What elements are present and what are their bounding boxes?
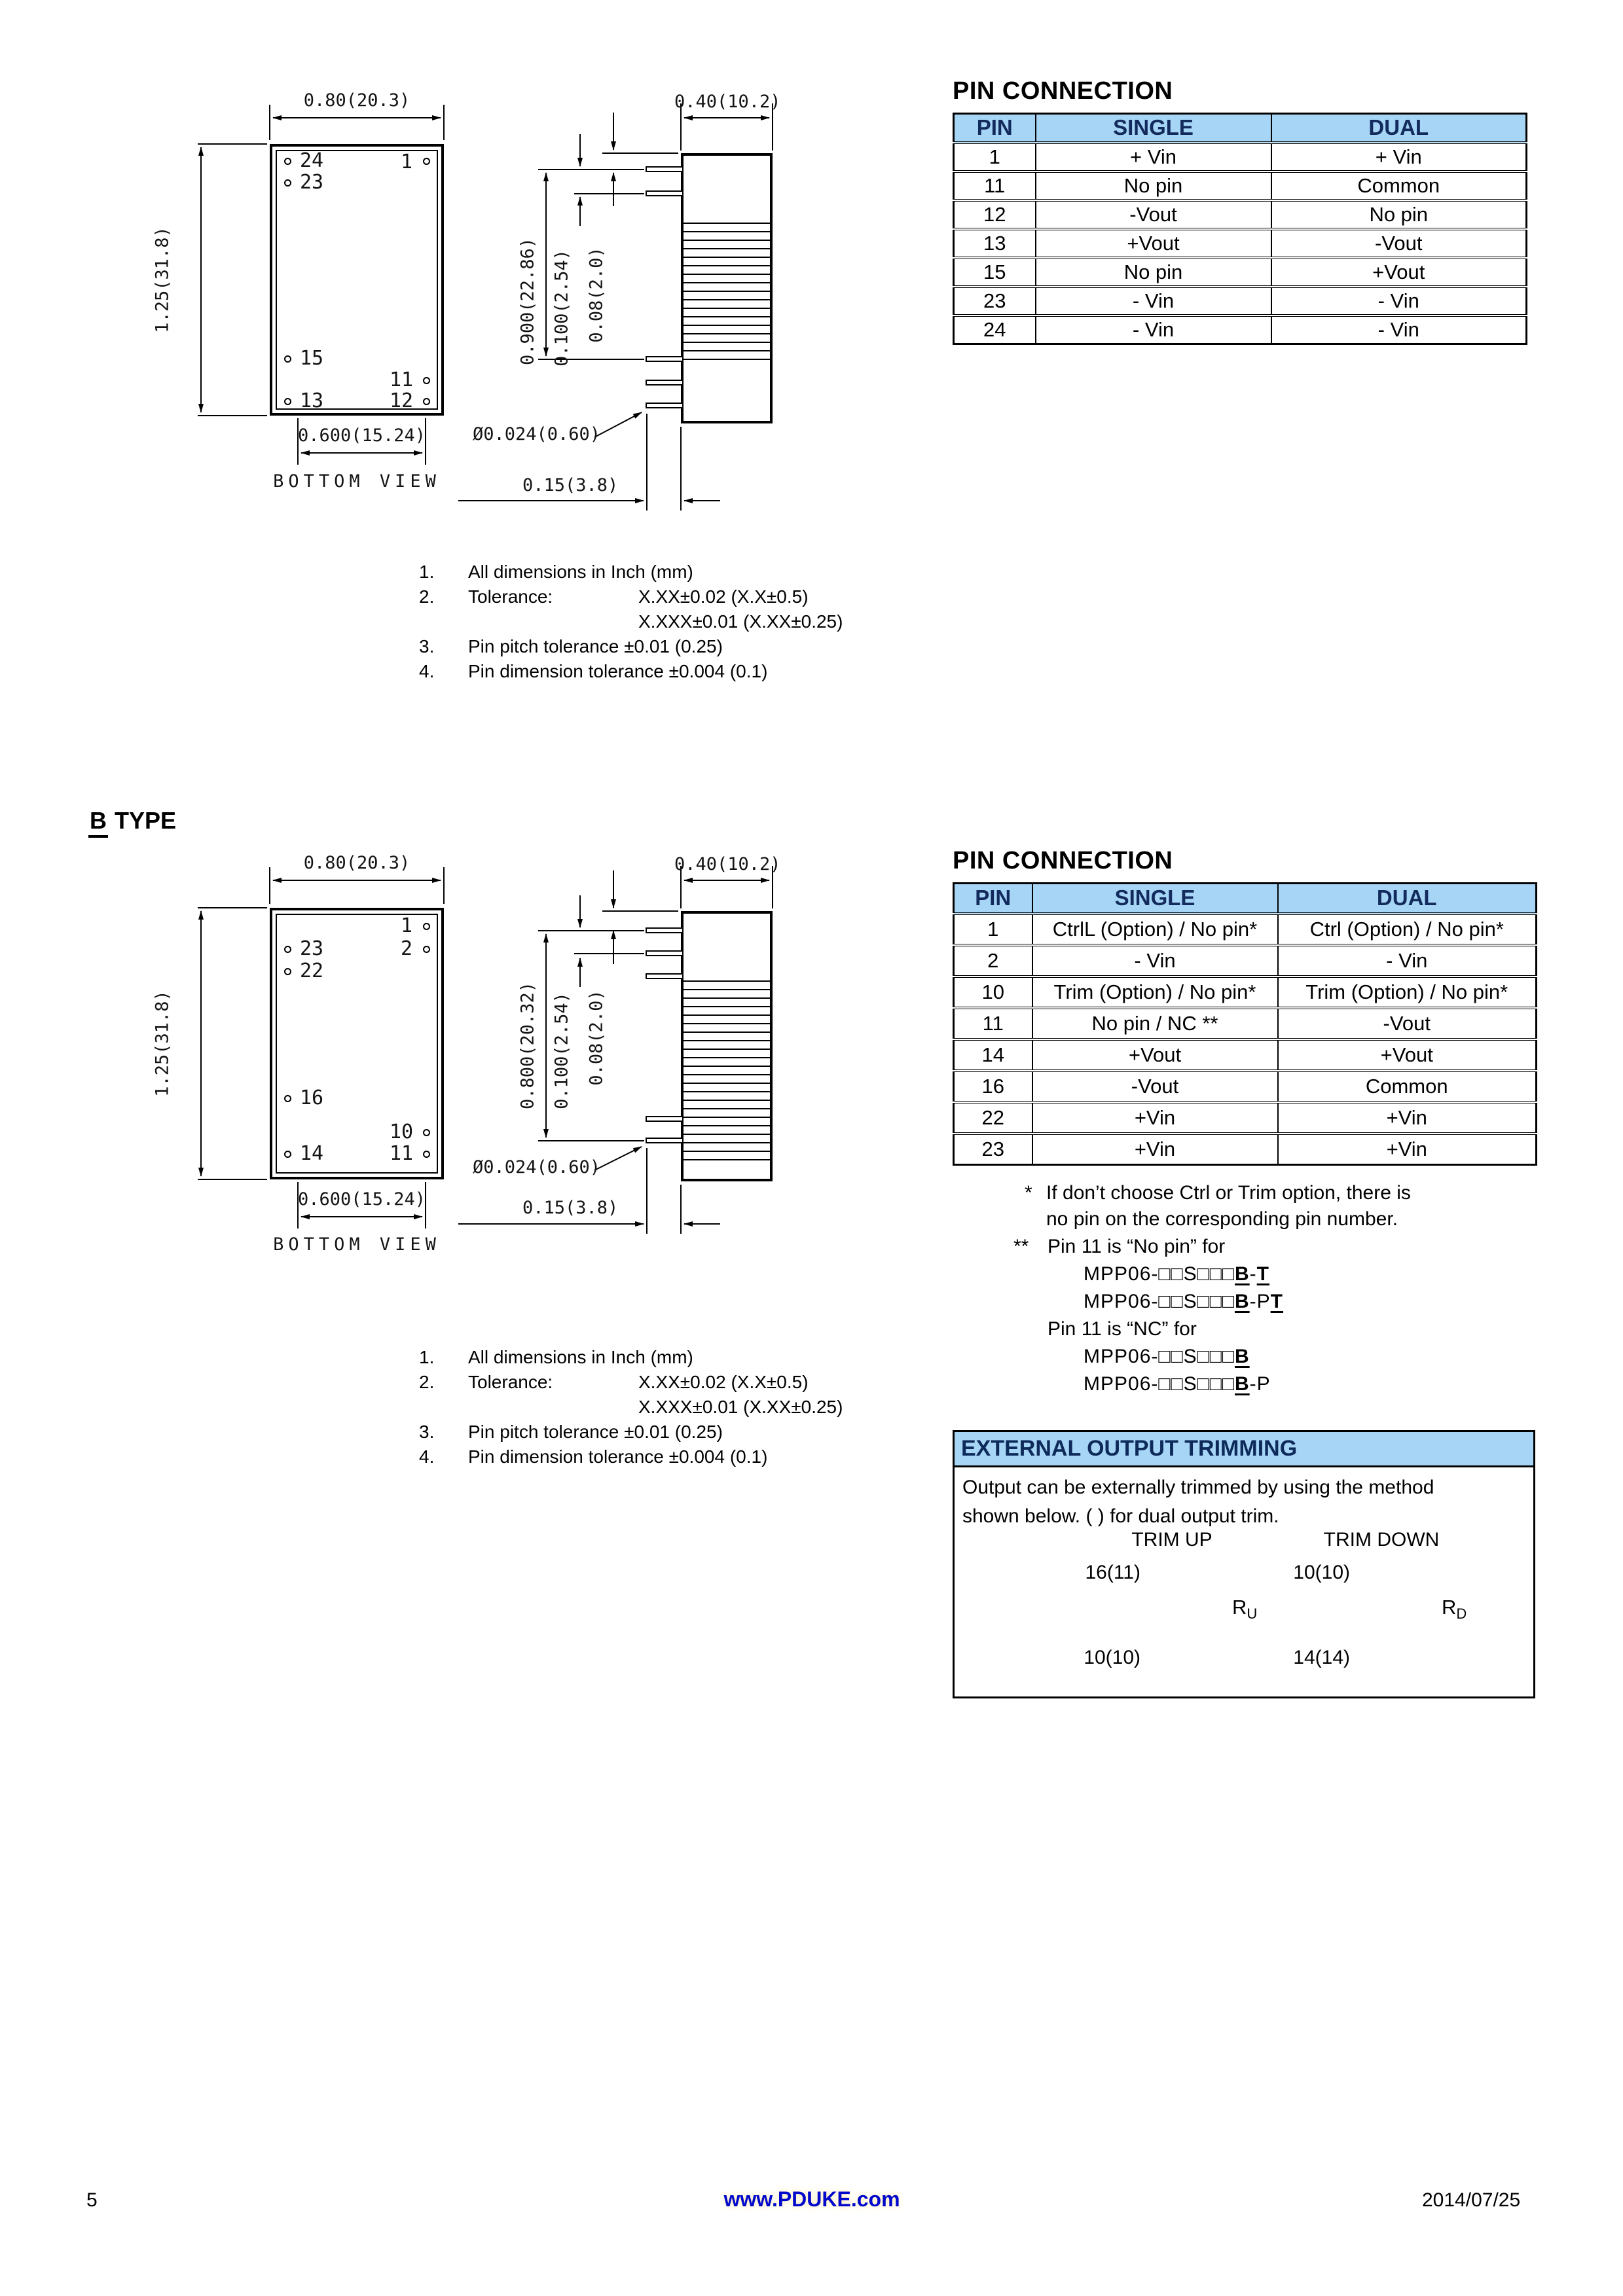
note-text: Tolerance: [468, 1372, 553, 1392]
pin-hole [284, 968, 291, 975]
bottom-view-caption-b: BOTTOM VIEW [273, 1234, 441, 1255]
cell-dual: - Vin [1271, 315, 1527, 344]
model-code-b: B [1234, 1291, 1250, 1312]
side-pin [646, 380, 682, 386]
cell-pin: 11 [954, 1008, 1032, 1039]
table-row [954, 1039, 1537, 1071]
pin-connection-table-a [953, 113, 1527, 345]
side-pin [646, 190, 682, 196]
model-code [1084, 1373, 1271, 1395]
b-type-heading [88, 807, 176, 834]
col-header-pin: PIN [954, 114, 1036, 143]
dim-pitch-a: 0.600(15.24) [297, 425, 426, 446]
cell-pin: 13 [954, 229, 1036, 258]
dim-width-b: 0.80(20.3) [303, 853, 410, 873]
website-link[interactable]: www.PDUKE.com [723, 2187, 900, 2211]
resistor-letter: R [1442, 1596, 1457, 1619]
trimming-body-line1: Output can be externally trimmed by using the method [962, 1477, 1434, 1498]
cell-pin: 12 [954, 200, 1036, 229]
cell-pin: 14 [954, 1039, 1032, 1071]
pin-label-16: 16 [300, 1086, 324, 1109]
cell-dual: -Vout [1271, 229, 1527, 258]
dim-width-a: 0.80(20.3) [303, 90, 410, 111]
dim-height-a: 1.25(31.8) [152, 226, 173, 333]
side-pin [646, 403, 682, 408]
note-text: Pin dimension tolerance ±0.004 (0.1) [468, 661, 768, 681]
pin-hole [284, 1095, 291, 1102]
cell-single: No pin [1036, 258, 1271, 287]
pin-hole [284, 355, 291, 363]
table-row [954, 1134, 1537, 1165]
cell-single: Trim (Option) / No pin* [1032, 977, 1278, 1008]
cell-single: - Vin [1036, 287, 1271, 315]
cell-single: - Vin [1036, 315, 1271, 344]
trim-down-bottom-pin: 14(14) [1293, 1647, 1350, 1668]
side-pin [646, 166, 682, 172]
table-row [954, 977, 1537, 1008]
side-pin [646, 927, 682, 933]
pin-label-22: 22 [300, 960, 324, 982]
pin-hole [423, 377, 430, 384]
pin-hole [423, 1151, 430, 1158]
table-header-row [954, 884, 1537, 914]
dim-pin-length-b: 0.15(3.8) [522, 1198, 619, 1218]
side-pin [646, 1116, 682, 1122]
model-code-mid: - [1249, 1263, 1257, 1285]
pin-hole [284, 398, 291, 405]
footnote-star-symbol: * [1025, 1182, 1032, 1204]
side-pin [646, 973, 682, 979]
cell-dual: - Vin [1271, 287, 1527, 315]
note-number: 4. [419, 1446, 435, 1467]
cell-dual: -Vout [1278, 1008, 1537, 1039]
pin-label-11: 11 [390, 1142, 414, 1165]
cell-pin: 23 [954, 287, 1036, 315]
pin-hole [284, 158, 291, 165]
note-text: All dimensions in Inch (mm) [468, 562, 693, 582]
cell-dual: +Vin [1278, 1134, 1537, 1165]
trim-up-top-pin: 16(11) [1085, 1562, 1140, 1583]
note-text: X.XX±0.02 (X.X±0.5) [638, 1372, 809, 1392]
table-row [954, 914, 1537, 945]
dim-side-height-b: 0.800(20.32) [517, 981, 538, 1110]
side-view-body-a [681, 153, 773, 423]
cell-pin: 23 [954, 1134, 1032, 1165]
pin-label-13: 13 [300, 389, 324, 412]
cell-pin: 11 [954, 171, 1036, 200]
note-text: Pin pitch tolerance ±0.01 (0.25) [468, 636, 723, 656]
cell-pin: 10 [954, 977, 1032, 1008]
note-number: 2. [419, 586, 435, 607]
cell-single: +Vout [1032, 1039, 1278, 1071]
cell-single: + Vin [1036, 143, 1271, 171]
dim-side-width-a: 0.40(10.2) [674, 92, 781, 112]
cell-dual: Trim (Option) / No pin* [1278, 977, 1537, 1008]
resistor-subscript: D [1456, 1605, 1467, 1623]
pin-label-15: 15 [300, 347, 324, 370]
pin-label-23: 23 [300, 937, 324, 960]
pin-hole [423, 923, 430, 930]
table-row [954, 945, 1537, 977]
cell-pin: 16 [954, 1071, 1032, 1102]
model-code-mid: -P [1249, 1291, 1271, 1312]
footer-date: 2014/07/25 [1422, 2189, 1521, 2211]
pin-hole [284, 946, 291, 953]
resistor-label-rd [1442, 1596, 1467, 1623]
dim-side-pitch-a: 0.100(2.54) [551, 249, 572, 367]
table-row [954, 1102, 1537, 1134]
col-header-single: SINGLE [1032, 884, 1278, 914]
cell-single: -Vout [1032, 1071, 1278, 1102]
pin-hole [423, 398, 430, 405]
model-code-b: B [1234, 1373, 1250, 1395]
trim-down-label: TRIM DOWN [1323, 1529, 1440, 1551]
pin-label-12: 12 [390, 389, 414, 412]
external-output-trimming-title: EXTERNAL OUTPUT TRIMMING [955, 1432, 1533, 1467]
footnote-dstar-symbol: ** [1013, 1236, 1029, 1257]
pin-label-11: 11 [390, 368, 414, 391]
cell-dual: +Vin [1278, 1102, 1537, 1134]
note-text: Tolerance: [468, 586, 553, 607]
footnote-star-line1: If don’t choose Ctrl or Trim option, there is [1046, 1182, 1411, 1204]
pin-label-23: 23 [300, 171, 324, 194]
model-code-base: MPP06-□□S□□□ [1084, 1263, 1235, 1285]
pin-hole [284, 1151, 291, 1158]
cell-dual: + Vin [1271, 143, 1527, 171]
external-output-trimming-box [953, 1430, 1535, 1698]
model-code-b: B [1234, 1263, 1250, 1285]
pin-hole [423, 1129, 430, 1136]
cell-single: - Vin [1032, 945, 1278, 977]
footnote-star-line2: no pin on the corresponding pin number. [1046, 1208, 1398, 1230]
table-row [954, 1008, 1537, 1039]
cell-single: +Vin [1032, 1134, 1278, 1165]
model-code [1084, 1263, 1269, 1285]
heatsink-fins-a [684, 223, 770, 363]
table-row [954, 229, 1527, 258]
dim-pin-length-a: 0.15(3.8) [522, 475, 619, 495]
heatsink-fins-b [684, 980, 770, 1166]
cell-pin: 22 [954, 1102, 1032, 1134]
cell-dual: Common [1271, 171, 1527, 200]
model-code-t: T [1270, 1291, 1283, 1312]
pin-label-10: 10 [390, 1121, 414, 1143]
footnote-nc-text: Pin 11 is “NC” for [1048, 1318, 1197, 1340]
side-pin [646, 950, 682, 956]
dim-side-width-b: 0.40(10.2) [674, 854, 781, 874]
col-header-dual: DUAL [1271, 114, 1527, 143]
table-row [954, 143, 1527, 171]
dim-side-offset-b: 0.08(2.0) [586, 990, 607, 1086]
dim-pin-diameter-b: Ø0.024(0.60) [473, 1157, 601, 1177]
cell-pin: 1 [954, 143, 1036, 171]
note-text: X.XXX±0.01 (X.XX±0.25) [638, 611, 843, 632]
bottom-view-outline-a [270, 144, 444, 416]
cell-pin: 24 [954, 315, 1036, 344]
table-header-row [954, 114, 1527, 143]
note-number: 3. [419, 636, 435, 656]
col-header-pin: PIN [954, 884, 1032, 914]
cell-single: +Vin [1032, 1102, 1278, 1134]
pin-label-14: 14 [300, 1142, 324, 1165]
note-text: Pin pitch tolerance ±0.01 (0.25) [468, 1422, 723, 1442]
note-text: X.XX±0.02 (X.X±0.5) [638, 586, 809, 607]
cell-single: +Vout [1036, 229, 1271, 258]
resistor-label-ru [1232, 1596, 1257, 1623]
note-number: 4. [419, 661, 435, 681]
table-row [954, 258, 1527, 287]
model-code-base: MPP06-□□S□□□ [1084, 1346, 1235, 1367]
model-code-mid: -P [1249, 1373, 1271, 1395]
cell-dual: Common [1278, 1071, 1537, 1102]
table-row [954, 171, 1527, 200]
cell-dual: +Vout [1278, 1039, 1537, 1071]
pin-connection-title-b: PIN CONNECTION [953, 847, 1173, 874]
side-view-body-b [681, 911, 773, 1181]
cell-pin: 1 [954, 914, 1032, 945]
cell-single: -Vout [1036, 200, 1271, 229]
cell-pin: 15 [954, 258, 1036, 287]
pin-hole [423, 946, 430, 953]
dim-side-pitch-b: 0.100(2.54) [551, 992, 572, 1109]
resistor-letter: R [1232, 1596, 1247, 1619]
table-row [954, 1071, 1537, 1102]
pin-label-24: 24 [300, 149, 324, 172]
cell-pin: 2 [954, 945, 1032, 977]
bottom-view-caption-a: BOTTOM VIEW [273, 471, 441, 492]
cell-single: CtrlL (Option) / No pin* [1032, 914, 1278, 945]
dim-pitch-b: 0.600(15.24) [297, 1189, 426, 1210]
pin-hole [423, 158, 430, 165]
table-row [954, 200, 1527, 229]
pin-connection-title-a: PIN CONNECTION [953, 77, 1173, 105]
dim-side-offset-a: 0.08(2.0) [586, 247, 607, 343]
table-row [954, 287, 1527, 315]
pin-label-2: 2 [401, 937, 413, 960]
b-type-letter: B [88, 807, 108, 838]
trim-down-top-pin: 10(10) [1293, 1562, 1350, 1583]
dim-pin-diameter-a: Ø0.024(0.60) [473, 424, 601, 444]
page-number: 5 [86, 2189, 98, 2211]
trim-up-bottom-pin: 10(10) [1084, 1647, 1140, 1668]
cell-single: No pin / NC ** [1032, 1008, 1278, 1039]
model-code-base: MPP06-□□S□□□ [1084, 1373, 1235, 1395]
col-header-single: SINGLE [1036, 114, 1271, 143]
dim-height-b: 1.25(31.8) [152, 990, 173, 1097]
bottom-view-outline-b [270, 908, 444, 1179]
pin-connection-table-b [953, 882, 1537, 1166]
cell-dual: Ctrl (Option) / No pin* [1278, 914, 1537, 945]
dim-side-height-a: 0.900(22.86) [517, 237, 538, 366]
col-header-dual: DUAL [1278, 884, 1537, 914]
model-code [1084, 1291, 1283, 1313]
trim-up-label: TRIM UP [1131, 1529, 1213, 1551]
cell-single: No pin [1036, 171, 1271, 200]
note-text: All dimensions in Inch (mm) [468, 1347, 693, 1367]
cell-dual: No pin [1271, 200, 1527, 229]
b-type-rest: TYPE [108, 807, 177, 834]
note-number: 2. [419, 1372, 435, 1392]
note-number: 1. [419, 1347, 435, 1367]
side-pin [646, 1138, 682, 1143]
note-number: 1. [419, 562, 435, 582]
pin-hole [284, 179, 291, 187]
cell-dual: +Vout [1271, 258, 1527, 287]
model-code-t: T [1256, 1263, 1269, 1285]
model-code-base: MPP06-□□S□□□ [1084, 1291, 1235, 1312]
footnote-dstar-text: Pin 11 is “No pin” for [1048, 1236, 1226, 1257]
cell-dual: - Vin [1278, 945, 1537, 977]
table-row [954, 315, 1527, 344]
pin-label-1: 1 [401, 151, 413, 173]
model-code [1084, 1346, 1250, 1368]
side-pin [646, 356, 682, 362]
model-code-b: B [1234, 1346, 1250, 1367]
trimming-body-line2: shown below. ( ) for dual output trim. [962, 1505, 1279, 1527]
note-text: X.XXX±0.01 (X.XX±0.25) [638, 1397, 843, 1417]
resistor-subscript: U [1247, 1605, 1258, 1623]
note-text: Pin dimension tolerance ±0.004 (0.1) [468, 1446, 768, 1467]
pin-label-1: 1 [401, 914, 413, 937]
note-number: 3. [419, 1422, 435, 1442]
